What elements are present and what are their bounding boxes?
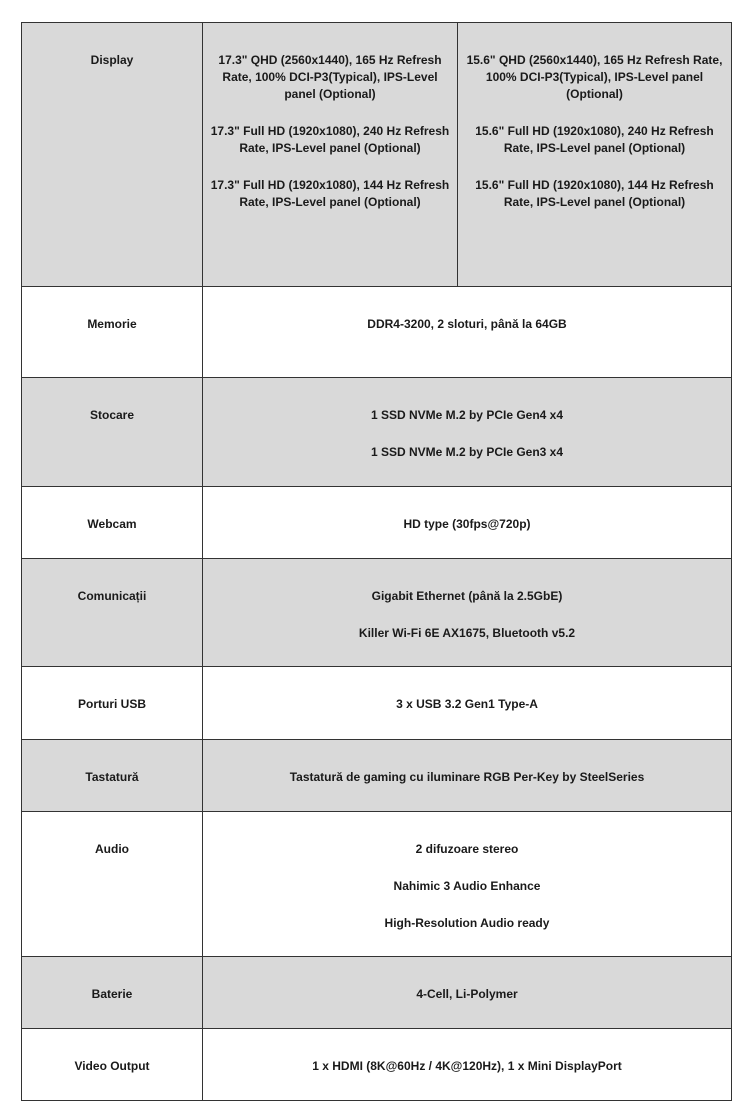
value-line: 1 x HDMI (8K@60Hz / 4K@120Hz), 1 x Mini DisplayPort [312, 1059, 622, 1073]
row-label: Display [22, 23, 203, 287]
table-row-porturi-usb [22, 667, 732, 740]
value-line: 1 SSD NVMe M.2 by PCIe Gen3 x4 [370, 445, 564, 459]
value-line: Killer Wi-Fi 6E AX1675, Bluetooth v5.2 [358, 626, 576, 640]
table-row-tastatura [22, 740, 732, 812]
value-line: 1 SSD NVMe M.2 by PCIe Gen4 x4 [370, 408, 564, 422]
row-value [203, 812, 732, 957]
value-line: 3 x USB 3.2 Gen1 Type-A [396, 697, 538, 711]
display-option: 17.3" Full HD (1920x1080), 240 Hz Refresh Rate, IPS-Level panel (Optional) [210, 124, 450, 155]
display-option: 17.3" QHD (2560x1440), 165 Hz Refresh Rate, 100% DCI-P3(Typical), IPS-Level panel (Optional) [218, 53, 442, 101]
spec-table [21, 22, 732, 1101]
row-value [203, 667, 732, 740]
display-option: 15.6" Full HD (1920x1080), 240 Hz Refresh Rate, IPS-Level panel (Optional) [475, 124, 714, 155]
row-value [203, 957, 732, 1029]
table-row-comunicatii [22, 559, 732, 667]
table-row-audio [22, 812, 732, 957]
value-line: 4-Cell, Li-Polymer [416, 987, 518, 1001]
table-row-baterie [22, 957, 732, 1029]
display-options-15 [458, 23, 732, 287]
row-label: Stocare [22, 378, 203, 487]
display-options-17 [203, 23, 458, 287]
display-option: 15.6" Full HD (1920x1080), 144 Hz Refresh Rate, IPS-Level panel (Optional) [475, 178, 714, 209]
table-row-memorie [22, 287, 732, 378]
row-value [203, 378, 732, 487]
value-line: DDR4-3200, 2 sloturi, până la 64GB [367, 317, 567, 331]
value-line: 2 difuzoare stereo [415, 842, 519, 856]
row-label: Tastatură [22, 740, 203, 812]
row-value [203, 287, 732, 378]
row-value [203, 559, 732, 667]
row-label: Comunicații [22, 559, 203, 667]
row-label: Audio [22, 812, 203, 957]
value-line: Tastatură de gaming cu iluminare RGB Per-Key by SteelSeries [289, 770, 645, 784]
display-option: 15.6" QHD (2560x1440), 165 Hz Refresh Rate, 100% DCI-P3(Typical), IPS-Level panel (Optional) [466, 53, 723, 101]
value-line: Nahimic 3 Audio Enhance [393, 879, 541, 893]
row-label: Webcam [22, 487, 203, 559]
row-label: Porturi USB [22, 667, 203, 740]
row-value [203, 487, 732, 559]
table-row-stocare [22, 378, 732, 487]
table-row-webcam [22, 487, 732, 559]
value-line: High-Resolution Audio ready [384, 916, 550, 930]
row-label: Memorie [22, 287, 203, 378]
row-value [203, 740, 732, 812]
value-line: HD type (30fps@720p) [403, 517, 531, 531]
table-row-display [22, 23, 732, 287]
value-line: Gigabit Ethernet (până la 2.5GbE) [371, 589, 563, 603]
table-row-video-output [22, 1029, 732, 1101]
row-label: Video Output [22, 1029, 203, 1101]
row-label: Baterie [22, 957, 203, 1029]
display-option: 17.3" Full HD (1920x1080), 144 Hz Refresh Rate, IPS-Level panel (Optional) [210, 178, 450, 209]
row-value [203, 1029, 732, 1101]
